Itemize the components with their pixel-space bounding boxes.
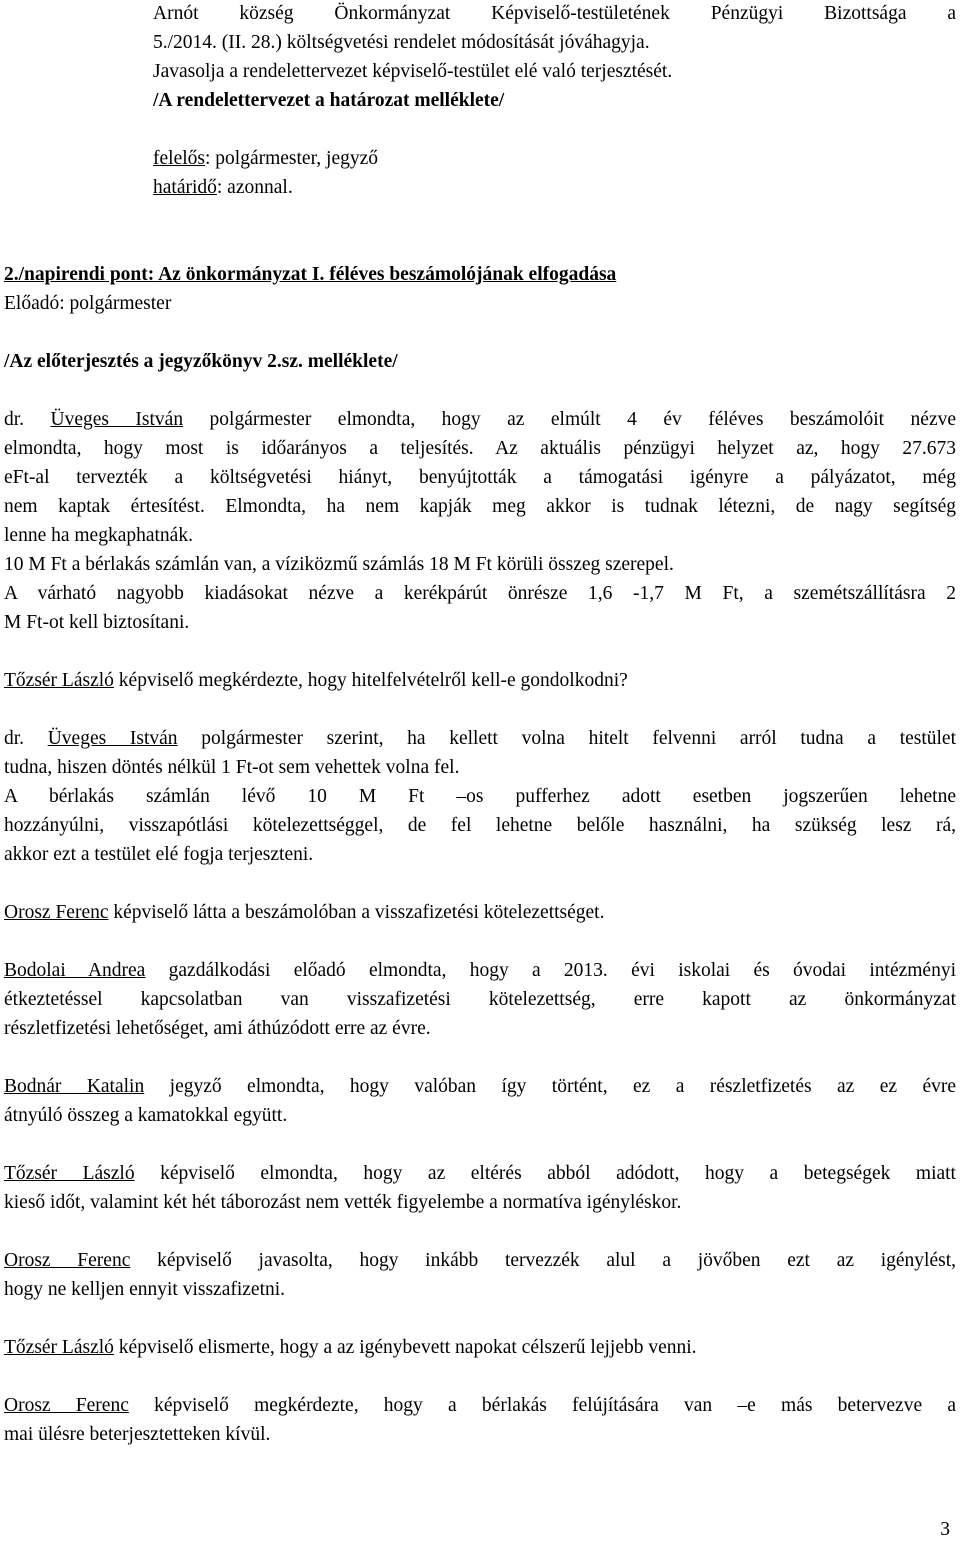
speaker-name: Orosz Ferenc bbox=[4, 902, 109, 923]
speaker-name: Üveges István bbox=[47, 728, 178, 749]
paragraph-line: hogy ne kelljen ennyit visszafizetni. bbox=[4, 1279, 286, 1300]
paragraph-line: kieső időt, valamint két hét táborozást nem vették figyelembe a normatíva igényléskor. bbox=[4, 1192, 682, 1213]
paragraph-line: Tőzsér László képviselő elismerte, hogy a az igénybevett napokat célszerű lejjebb venni. bbox=[4, 1337, 697, 1358]
deadline-label: határidő bbox=[153, 177, 217, 198]
paragraph-line: Bodnár Katalin jegyző elmondta, hogy valóban így történt, ez a részletfizetés az ez évre bbox=[4, 1076, 956, 1097]
deadline-line bbox=[153, 174, 956, 203]
header-line: Arnót község Önkormányzat Képviselő-testületének Pénzügyi Bizottsága a bbox=[153, 3, 956, 24]
agenda-presenter: Előadó: polgármester bbox=[4, 293, 172, 314]
paragraph-line: hozzányúlni, visszapótlási kötelezettséggel, de fel lehetne belőle használni, ha szükség lesz rá, bbox=[4, 815, 956, 836]
paragraph-line: mai ülésre beterjesztetteken kívül. bbox=[4, 1424, 271, 1445]
header-line: Javasolja a rendelettervezet képviselő-testület elé való terjesztését. bbox=[153, 61, 673, 82]
paragraph-line: átnyúló összeg a kamatokkal együtt. bbox=[4, 1105, 288, 1126]
speaker-name: Orosz Ferenc bbox=[4, 1395, 129, 1416]
speaker-name: Tőzsér László bbox=[4, 670, 114, 691]
speaker-name: Tőzsér László bbox=[4, 1163, 135, 1184]
speaker-name: Bodnár Katalin bbox=[4, 1076, 145, 1097]
header-line: 5./2014. (II. 28.) költségvetési rendelet módosítását jóváhagyja. bbox=[153, 32, 650, 53]
responsible-line bbox=[153, 145, 956, 174]
resolution-annex-note: /A rendelettervezet a határozat melléklete/ bbox=[153, 90, 505, 111]
agenda-title: Az önkormányzat I. féléves beszámolójának elfogadása bbox=[154, 264, 617, 285]
paragraph-line: Bodolai Andrea gazdálkodási előadó elmondta, hogy a 2013. évi iskolai és óvodai intézményi bbox=[4, 960, 956, 981]
speaker-name: Tőzsér László bbox=[4, 1337, 114, 1358]
responsible-value: : polgármester, jegyző bbox=[204, 148, 379, 169]
speaker-name: Orosz Ferenc bbox=[4, 1250, 131, 1271]
paragraph-line: nem kaptak értesítést. Elmondta, ha nem kapják meg akkor is tudnak létezni, de nagy segítség bbox=[4, 496, 956, 517]
speaker-name: Üveges István bbox=[50, 409, 184, 430]
paragraph-line: A várható nagyobb kiadásokat nézve a kerékpárút önrésze 1,6 -1,7 M Ft, a szemétszállításra 2 bbox=[4, 583, 956, 604]
paragraph-line: akkor ezt a testület elé fogja terjeszteni. bbox=[4, 844, 314, 865]
deadline-value: : azonnal. bbox=[216, 177, 293, 198]
paragraph-line: Orosz Ferenc képviselő látta a beszámolóban a visszafizetési kötelezettséget. bbox=[4, 902, 605, 923]
paragraph-line: elmondta, hogy most is időarányos a teljesítés. Az aktuális pénzügyi helyzet az, hogy 27.673 bbox=[4, 438, 956, 459]
agenda-number: 2./napirendi pont: bbox=[4, 264, 155, 285]
paragraph-line: Orosz Ferenc képviselő megkérdezte, hogy a bérlakás felújítására van –e más betervezve a bbox=[4, 1395, 957, 1416]
paragraph-line: A bérlakás számlán lévő 10 M Ft –os pufferhez adott esetben jogszerűen lehetne bbox=[4, 786, 956, 807]
paragraph-line: 10 M Ft a bérlakás számlán van, a víziközmű számlás 18 M Ft körüli összeg szerepel. bbox=[4, 554, 674, 575]
paragraph-line: lenne ha megkaphatnák. bbox=[4, 525, 193, 546]
paragraph-line: tudna, hiszen döntés nélkül 1 Ft-ot sem vehettek volna fel. bbox=[4, 757, 460, 778]
paragraph-line: Tőzsér László képviselő megkérdezte, hogy hitelfelvételről kell-e gondolkodni? bbox=[4, 670, 628, 691]
agenda-heading bbox=[4, 261, 956, 290]
paragraph-line: dr. Üveges István polgármester elmondta, hogy az elmúlt 4 év féléves beszámolóit nézve bbox=[4, 409, 957, 430]
paragraph-line: részletfizetési lehetőséget, ami áthúzódott erre az évre. bbox=[4, 1018, 431, 1039]
agenda-annex-note: /Az előterjesztés a jegyzőkönyv 2.sz. melléklete/ bbox=[4, 351, 398, 372]
responsible-label: felelős bbox=[153, 148, 205, 169]
paragraph-line: étkeztetéssel kapcsolatban van visszafizetési kötelezettség, erre kapott az önkormányzat bbox=[4, 989, 956, 1010]
page-number: 3 bbox=[940, 1519, 950, 1540]
speaker-name: Bodolai Andrea bbox=[4, 960, 146, 981]
paragraph-line: Tőzsér László képviselő elmondta, hogy az eltérés abból adódott, hogy a betegségek miatt bbox=[4, 1163, 956, 1184]
paragraph-line: eFt-al tervezték a költségvetési hiányt, benyújtották a támogatási igényre a pályázatot, még bbox=[4, 467, 956, 488]
paragraph-line: dr. Üveges István polgármester szerint, ha kellett volna hitelt felvenni arról tudna a testület bbox=[4, 728, 957, 749]
paragraph-line: M Ft-ot kell biztosítani. bbox=[4, 612, 190, 633]
paragraph-line: Orosz Ferenc képviselő javasolta, hogy inkább tervezzék alul a jövőben ezt az igénylést, bbox=[4, 1250, 957, 1271]
